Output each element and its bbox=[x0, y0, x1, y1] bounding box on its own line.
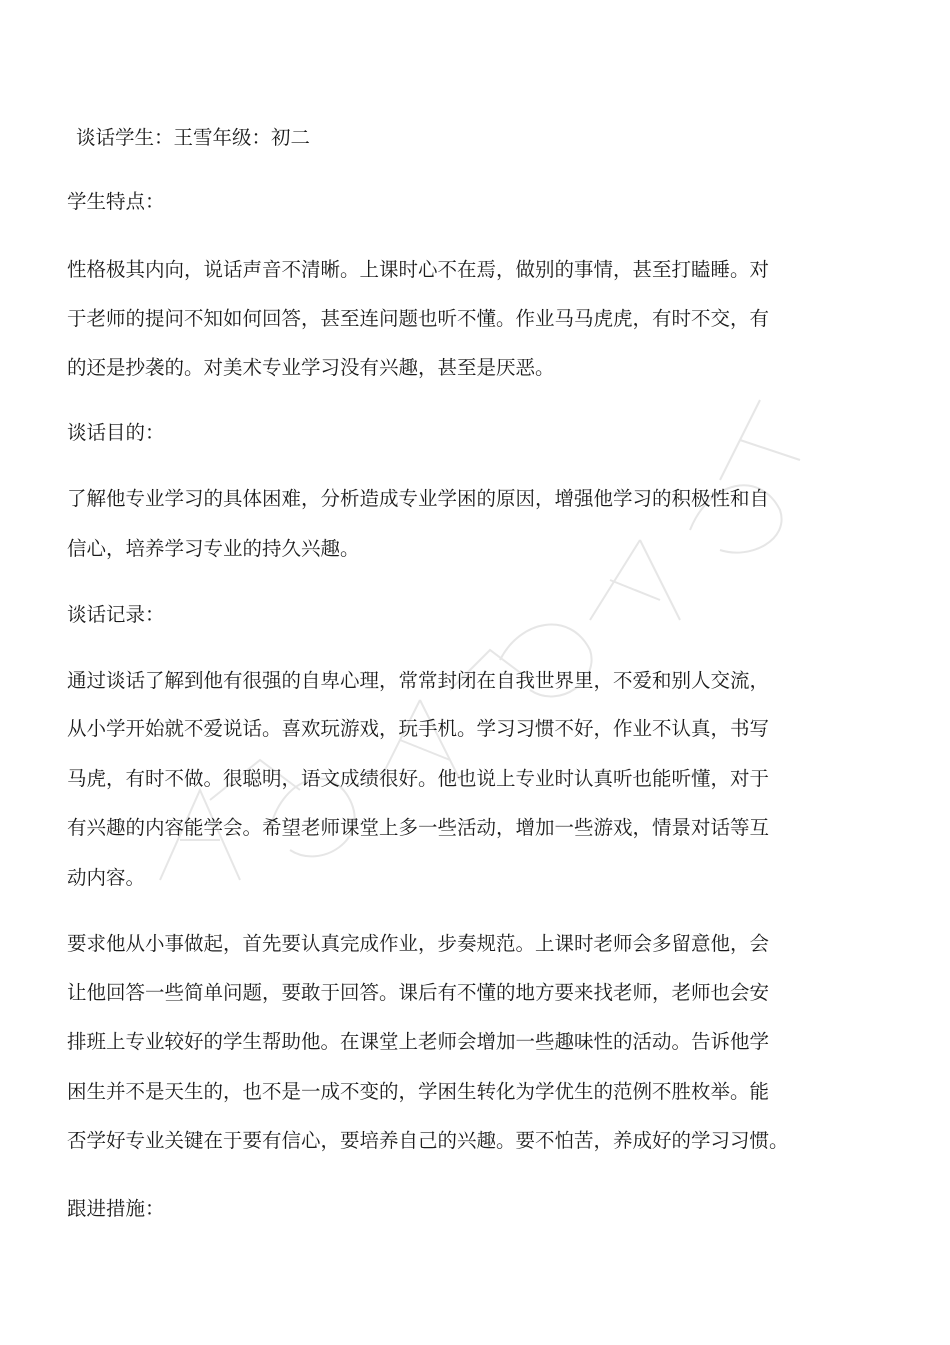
body-line: 动内容。 bbox=[67, 866, 146, 889]
body-line: 有兴趣的内容能学会。希望老师课堂上多一些活动，增加一些游戏，情景对话等互 bbox=[67, 816, 770, 839]
body-line: 排班上专业较好的学生帮助他。在课堂上老师会增加一些趣味性的活动。告诉他学 bbox=[67, 1030, 770, 1053]
section-heading-followup: 跟进措施： bbox=[67, 1197, 165, 1220]
body-line: 要求他从小事做起，首先要认真完成作业，步奏规范。上课时老师会多留意他，会 bbox=[67, 932, 770, 955]
body-line: 从小学开始就不爱说话。喜欢玩游戏，玩手机。学习习惯不好，作业不认真，书写 bbox=[67, 717, 770, 740]
body-line: 的还是抄袭的。对美术专业学习没有兴趣，甚至是厌恶。 bbox=[67, 356, 555, 379]
body-line: 于老师的提问不知如何回答，甚至连问题也听不懂。作业马马虎虎，有时不交，有 bbox=[67, 307, 770, 330]
section-heading-purpose: 谈话目的： bbox=[67, 421, 165, 444]
body-line: 性格极其内向，说话声音不清晰。上课时心不在焉，做别的事情，甚至打瞌睡。对 bbox=[67, 258, 770, 281]
body-line: 让他回答一些简单问题，要敢于回答。课后有不懂的地方要来找老师，老师也会安 bbox=[67, 981, 770, 1004]
body-line: 困生并不是天生的，也不是一成不变的，学困生转化为学优生的范例不胜枚举。能 bbox=[67, 1080, 770, 1103]
body-line: 通过谈话了解到他有很强的自卑心理，常常封闭在自我世界里，不爱和别人交流， bbox=[67, 669, 770, 692]
body-line: 否学好专业关键在于要有信心，要培养自己的兴趣。要不怕苦，养成好的学习习惯。 bbox=[67, 1129, 789, 1152]
body-line: 了解他专业学习的具体困难，分析造成专业学困的原因，增强他学习的积极性和自 bbox=[67, 487, 770, 510]
body-line: 马虎，有时不做。很聪明，语文成绩很好。他也说上专业时认真听也能听懂，对于 bbox=[67, 767, 770, 790]
section-heading-record: 谈话记录： bbox=[67, 603, 165, 626]
section-heading-traits: 学生特点： bbox=[67, 190, 165, 213]
body-line: 信心，培养学习专业的持久兴趣。 bbox=[67, 537, 360, 560]
header-text: 谈话学生：王雪年级：初二 bbox=[76, 126, 311, 149]
